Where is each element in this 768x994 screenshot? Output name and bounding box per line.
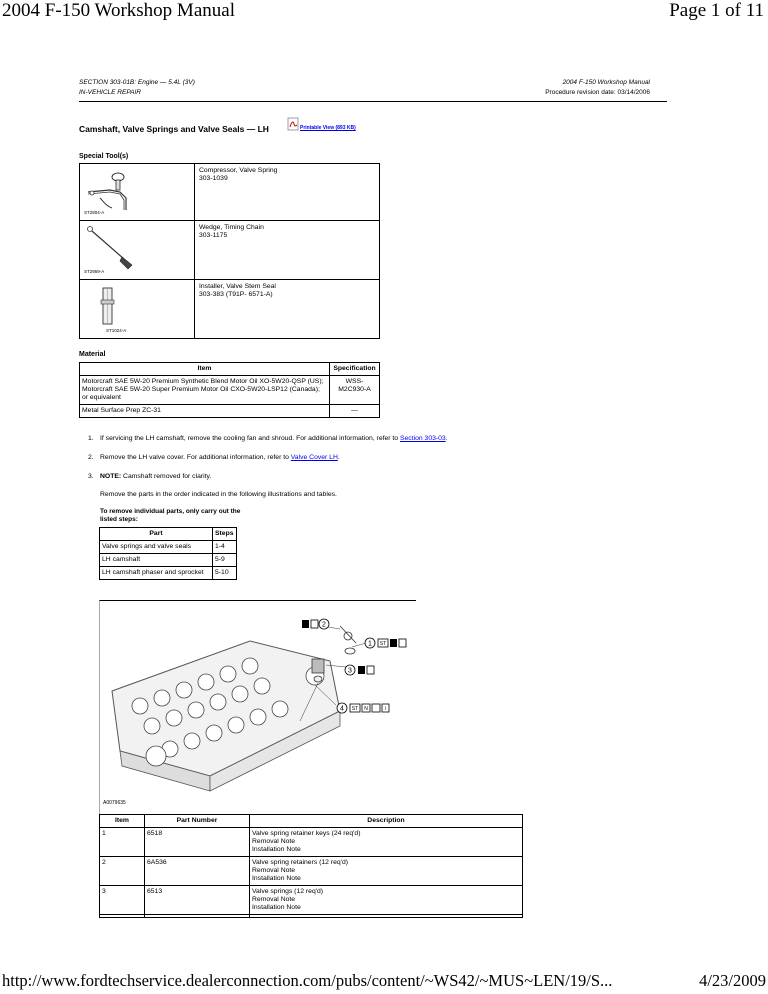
section-subtitle: IN-VEHICLE REPAIR (79, 89, 142, 96)
section-303-03-link[interactable]: Section 303-03 (399, 435, 446, 442)
item-cell: 3 (100, 886, 145, 915)
empty-cell (145, 915, 250, 918)
description: Valve spring retainers (12 req'd) (252, 859, 348, 866)
table-header-row (80, 363, 380, 376)
item-cell: 1 (100, 828, 145, 857)
tool-code: ST1024-A (106, 328, 127, 333)
tool-description (195, 164, 380, 221)
removal-note-link[interactable]: Removal Note (252, 867, 296, 874)
tool-number: 303-383 (T91P- 6571-A) (199, 291, 273, 298)
step-number: 2. (88, 454, 94, 461)
st-badge: ST (379, 641, 387, 647)
info-badge: i (384, 706, 387, 712)
table-row (100, 541, 237, 554)
pdf-icon[interactable] (286, 117, 300, 131)
description: Valve springs (12 req'd) (252, 888, 324, 895)
print-date: 4/23/2009 (699, 971, 766, 990)
section-title: SECTION 303-01B: Engine — 5.4L (3V) (79, 79, 195, 86)
step-text: Camshaft removed for clarity. (121, 473, 212, 480)
illustration-code: A0079635 (103, 800, 126, 806)
material-label: Material (79, 351, 106, 358)
column-header: Steps (213, 528, 237, 541)
valve-cover-lh-link[interactable]: Valve Cover LH (290, 454, 338, 461)
callout-3: 3 (348, 667, 352, 675)
column-header: Item (80, 363, 330, 376)
remove-caption: To remove individual parts, only carry out the listed steps: (100, 508, 241, 523)
part-number-cell: 6A536 (145, 857, 250, 886)
material-table (79, 362, 380, 418)
step-1 (88, 434, 448, 443)
step-end: . (445, 435, 448, 442)
description-cell (250, 886, 523, 915)
part-cell: Valve springs and valve seals (100, 541, 213, 554)
tool-description (195, 221, 380, 280)
browser-header (0, 0, 768, 26)
description-cell (250, 857, 523, 886)
steps-cell: 5-9 (213, 554, 237, 567)
material-spec: — (330, 405, 380, 418)
tool-image-cell (80, 164, 195, 221)
table-row (100, 567, 237, 580)
tool-row (80, 280, 380, 339)
table-row (100, 857, 523, 886)
column-header: Part (100, 528, 213, 541)
part-number-cell: 6513 (145, 886, 250, 915)
printable-view-link[interactable]: Printable View (893 KB) (300, 125, 356, 131)
tool-code: ST2804-A (84, 210, 105, 215)
table-row (100, 828, 523, 857)
n-badge: N (364, 706, 368, 712)
tool-row (80, 221, 380, 280)
manual-name: 2004 F-150 Workshop Manual (562, 79, 650, 86)
valve-stem-seal-installer-icon (80, 280, 194, 338)
cylinder-head-illustration (100, 601, 416, 814)
table-row (100, 554, 237, 567)
removal-note-link[interactable]: Removal Note (252, 896, 296, 903)
tool-number: 303-1039 (199, 175, 228, 182)
step-text: Remove the LH valve cover. For additional information, refer to (100, 454, 291, 461)
column-header: Part Number (145, 815, 250, 828)
description: Valve spring retainer keys (24 req'd) (252, 830, 361, 837)
column-header: Item (100, 815, 145, 828)
step-number: 1. (88, 435, 94, 442)
header-divider (79, 101, 667, 102)
steps-cell: 1-4 (213, 541, 237, 554)
callout-2: 2 (322, 621, 326, 629)
step-3-instruction: Remove the parts in the order indicated in the following illustrations and tables. (100, 491, 337, 498)
installation-note-link[interactable]: Installation Note (252, 904, 301, 911)
material-item: Metal Surface Prep ZC-31 (80, 405, 330, 418)
parts-table (99, 814, 523, 918)
parts-steps-table (99, 527, 237, 580)
page-title: Camshaft, Valve Springs and Valve Seals — LH (79, 124, 269, 134)
callout-1: 1 (368, 640, 372, 648)
step-number: 3. (88, 473, 94, 480)
revision-date: Procedure revision date: 03/14/2006 (545, 89, 650, 96)
st-badge: ST (351, 706, 359, 712)
table-row (100, 886, 523, 915)
description-cell (250, 828, 523, 857)
removal-note-link[interactable]: Removal Note (252, 838, 296, 845)
installation-note-link[interactable]: Installation Note (252, 875, 301, 882)
part-cell: LH camshaft (100, 554, 213, 567)
document-title: 2004 F-150 Workshop Manual (2, 0, 235, 21)
steps-cell: 5-10 (213, 567, 237, 580)
empty-cell (250, 915, 523, 918)
part-number-cell: 6518 (145, 828, 250, 857)
tool-description (195, 280, 380, 339)
page-url: http://www.fordtechservice.dealerconnection.com/pubs/content/~WS42/~MUS~LEN/19/S... (2, 971, 613, 990)
installation-note-link[interactable]: Installation Note (252, 846, 301, 853)
table-header-row (100, 528, 237, 541)
tool-name: Compressor, Valve Spring (199, 167, 278, 174)
table-row (80, 405, 380, 418)
tool-number: 303-1175 (199, 232, 228, 239)
material-item: Motorcraft SAE 5W-20 Premium Synthetic Blend Motor Oil XO-5W20-QSP (US); Motorcraft SAE 5W-20 Super Premium Motor Oil CXO-5W20-LSP12 (Canada); or equivalent (80, 376, 330, 405)
special-tools-label: Special Tool(s) (79, 153, 129, 160)
empty-cell (100, 915, 145, 918)
step-end: . (337, 454, 340, 461)
material-spec: WSS-M2C930-A (330, 376, 380, 405)
tool-image-cell (80, 280, 195, 339)
tool-name: Wedge, Timing Chain (199, 224, 264, 231)
column-header: Description (250, 815, 523, 828)
step-3 (88, 472, 211, 481)
item-cell: 2 (100, 857, 145, 886)
special-tools-table (79, 163, 380, 339)
part-cell: LH camshaft phaser and sprocket (100, 567, 213, 580)
tool-name: Installer, Valve Stem Seal (199, 283, 276, 290)
table-header-row (100, 815, 523, 828)
step-2 (88, 453, 340, 462)
tool-image-cell (80, 221, 195, 280)
callout-4: 4 (340, 705, 344, 713)
tool-code: ST2959-A (84, 269, 105, 274)
note-label: NOTE: (100, 473, 122, 480)
tool-row (80, 164, 380, 221)
step-text: If servicing the LH camshaft, remove the cooling fan and shroud. For additional information, refer to (100, 435, 400, 442)
table-row (80, 376, 380, 405)
page-indicator: Page 1 of 11 (669, 0, 764, 21)
illustration-frame (99, 600, 416, 814)
section-info (79, 78, 195, 98)
manual-info (545, 78, 650, 98)
table-row (100, 915, 523, 918)
column-header: Specification (330, 363, 380, 376)
